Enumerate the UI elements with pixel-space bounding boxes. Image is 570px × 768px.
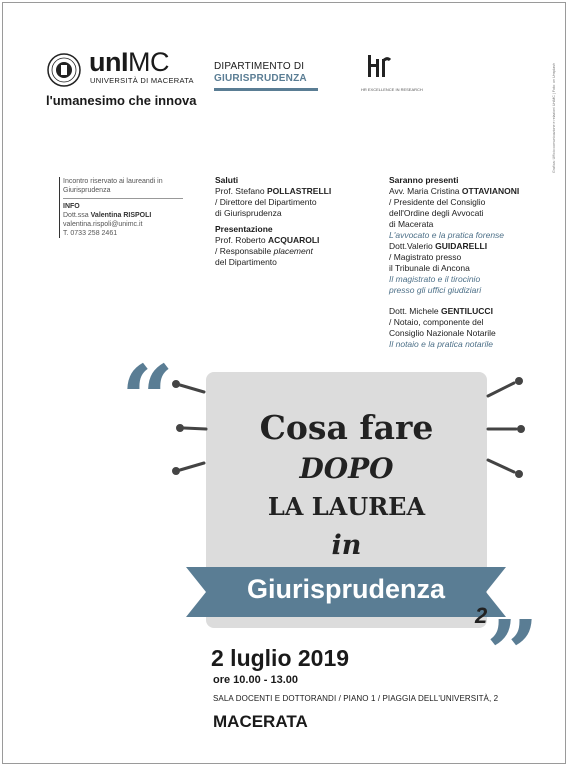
guest-name: Avv. Maria Cristina OTTAVIANONI: [389, 186, 520, 196]
guest-role: / Magistrato presso: [389, 252, 462, 262]
guest-role: / Notaio, componente del: [389, 317, 484, 327]
event-time: ore 10.00 - 13.00: [213, 674, 299, 686]
title-line-4: in: [331, 530, 362, 561]
event-city: MACERATA: [213, 712, 308, 731]
title-line-2: DOPO: [299, 452, 394, 485]
guests-heading: Saranno presenti: [389, 175, 459, 185]
program-column: [215, 175, 365, 268]
edition-number: 2: [475, 603, 488, 628]
saluti-speaker: Prof. Stefano POLLASTRELLI: [215, 186, 332, 196]
event-venue: SALA DOCENTI E DOTTORANDI / PIANO 1 / PIAGGIA DELL'UNIVERSITÀ, 2: [213, 694, 499, 703]
department-underline: [214, 88, 318, 91]
presentazione-speaker: Prof. Roberto ACQUAROLI: [215, 235, 320, 245]
event-date: 2 luglio 2019: [211, 645, 350, 671]
university-seal-icon: [47, 53, 81, 87]
guest-topic: presso gli uffici giudiziari: [389, 285, 482, 295]
open-quote-mark: “: [121, 345, 174, 453]
guest-role: / Presidente del Consiglio: [389, 197, 486, 207]
unimc-logo: unIMC: [89, 47, 169, 77]
credits-note: Grafica: Ufficio comunicazione e relazioni UniMC | Foto: on Unsplash: [552, 63, 556, 173]
guests-column: [389, 175, 539, 350]
contact-name: Dott.ssa Valentina RISPOLI: [63, 212, 152, 219]
presentazione-role: del Dipartimento: [215, 257, 277, 267]
guest-role: dell'Ordine degli Avvocati: [389, 208, 484, 218]
saluti-role: / Direttore del Dipartimento: [215, 197, 317, 207]
ribbon-label: Giurisprudenza: [246, 574, 446, 604]
presentazione-role: / Responsabile placement: [215, 246, 313, 256]
saluti-heading: Saluti: [215, 175, 239, 185]
guest-role: di Macerata: [389, 219, 434, 229]
reserved-note: Incontro riservato ai laureandi in Giurisprudenza: [63, 178, 163, 194]
guest-topic: Il magistrato e il tirocinio: [389, 274, 481, 284]
contact-email[interactable]: valentina.rispoli@unimc.it: [63, 221, 143, 228]
guest-topic: Il notaio e la pratica notarile: [389, 339, 493, 349]
guest-topic: L'avvocato e la pratica forense: [389, 230, 505, 240]
department-label: DIPARTIMENTO DI: [214, 61, 305, 72]
hr-excellence-icon: [363, 51, 393, 81]
close-quote-mark: ”: [486, 600, 539, 708]
saluti-role: di Giurisprudenza: [215, 208, 282, 218]
department-name: GIURISPRUDENZA: [214, 73, 307, 84]
guest-role: Consiglio Nazionale Notarile: [389, 328, 496, 338]
university-name: UNIVERSITÀ DI MACERATA: [90, 76, 194, 85]
contact-phone: T. 0733 258 2461: [63, 230, 118, 237]
presentazione-heading: Presentazione: [215, 224, 273, 234]
guest-name: Dott.Valerio GUIDARELLI: [389, 241, 488, 251]
university-motto: l'umanesimo che innova: [46, 93, 197, 108]
info-column: [59, 177, 187, 238]
title-line-3: LA LAUREA: [267, 492, 426, 521]
divider: [63, 198, 183, 199]
info-heading: INFO: [63, 203, 80, 210]
guest-role: il Tribunale di Ancona: [389, 263, 470, 273]
guest-name: Dott. Michele GENTILUCCI: [389, 306, 493, 316]
hr-excellence-caption: HR EXCELLENCE IN RESEARCH: [361, 87, 423, 92]
title-line-1: Cosa fare: [259, 408, 434, 447]
